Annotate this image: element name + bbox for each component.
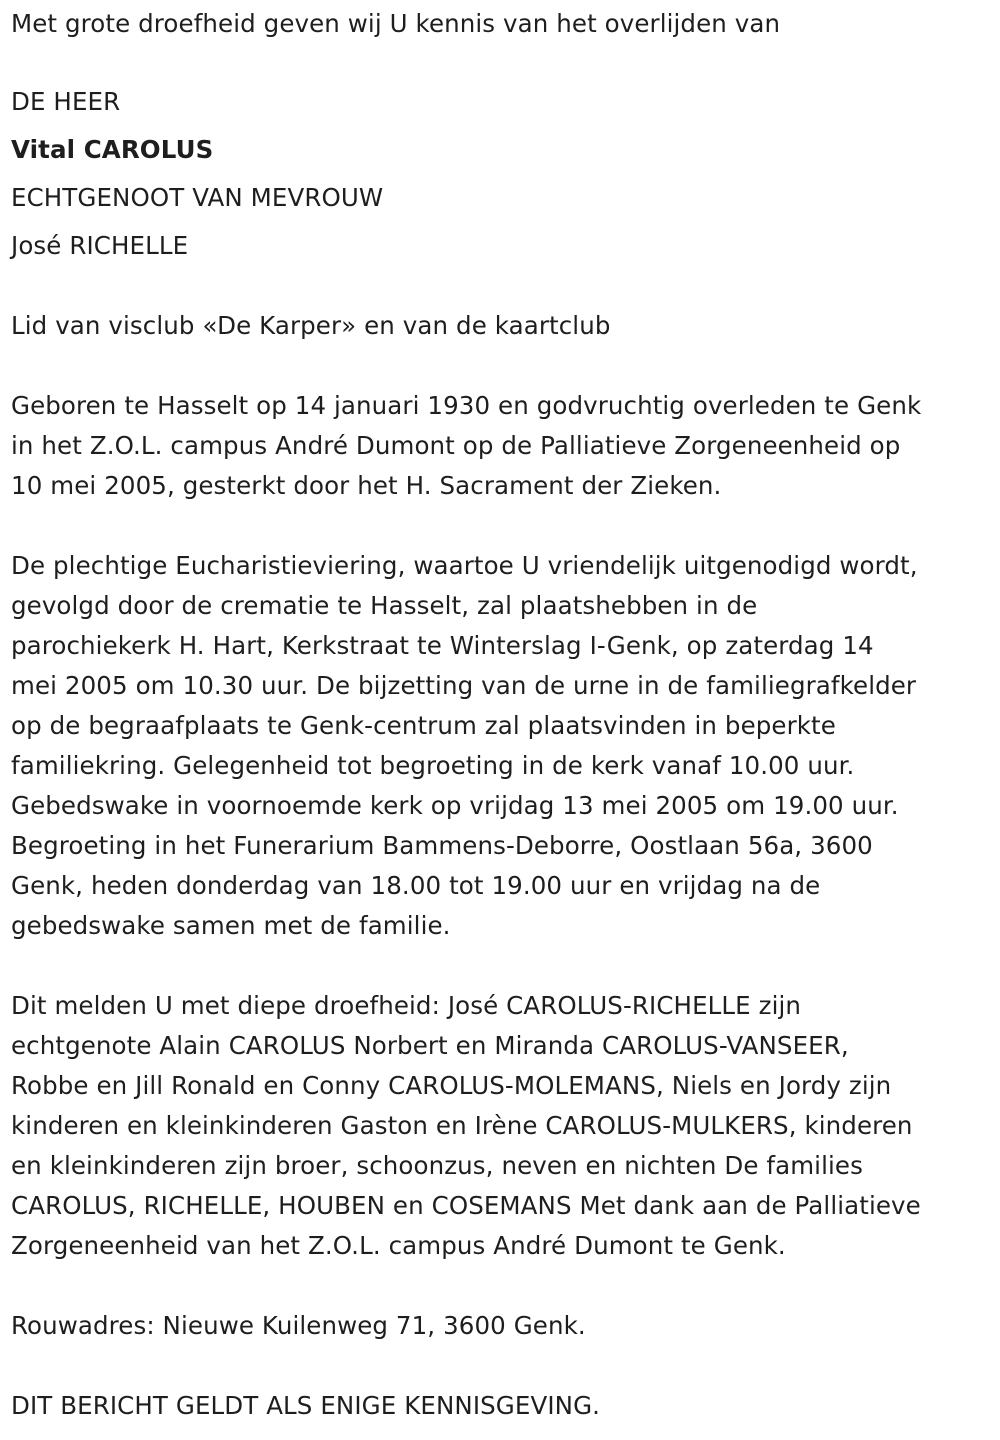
paragraph-line: parochiekerk H. Hart, Kerkstraat te Winterslag I-Genk, op zaterdag 14: [11, 631, 874, 660]
paragraph-line: Dit melden U met diepe droefheid: José CAROLUS-RICHELLE zijn: [11, 991, 802, 1020]
closing-statement: DIT BERICHT GELDT ALS ENIGE KENNISGEVING.: [11, 1391, 601, 1420]
paragraph-line: De plechtige Eucharistieviering, waartoe U vriendelijk uitgenodigd wordt,: [11, 551, 918, 580]
paragraph-line: Begroeting in het Funerarium Bammens-Deborre, Oostlaan 56a, 3600: [11, 831, 873, 860]
paragraph-line: familiekring. Gelegenheid tot begroeting in de kerk vanaf 10.00 uur.: [11, 751, 855, 780]
paragraph-line: CAROLUS, RICHELLE, HOUBEN en COSEMANS Met dank aan de Palliatieve: [11, 1191, 921, 1220]
ceremony-paragraph: [11, 546, 993, 946]
paragraph-line: in het Z.O.L. campus André Dumont op de Palliatieve Zorgeneenheid op: [11, 431, 901, 460]
paragraph-line: mei 2005 om 10.30 uur. De bijzetting van de urne in de familiegrafkelder: [11, 671, 917, 700]
deceased-name: Vital CAROLUS: [11, 135, 214, 164]
paragraph-line: en kleinkinderen zijn broer, schoonzus, neven en nichten De families: [11, 1151, 863, 1180]
intro-text: Met grote droefheid geven wij U kennis van het overlijden van: [11, 9, 781, 38]
paragraph-line: Gebedswake in voornoemde kerk op vrijdag 13 mei 2005 om 19.00 uur.: [11, 791, 899, 820]
paragraph-line: 10 mei 2005, gesterkt door het H. Sacrament der Zieken.: [11, 471, 722, 500]
paragraph-line: gevolgd door de crematie te Hasselt, zal plaatshebben in de: [11, 591, 758, 620]
paragraph-line: Zorgeneenheid van het Z.O.L. campus André Dumont te Genk.: [11, 1231, 786, 1260]
spouse-name: José RICHELLE: [11, 231, 189, 260]
spouse-label: ECHTGENOOT VAN MEVROUW: [11, 183, 384, 212]
paragraph-line: Genk, heden donderdag van 18.00 tot 19.00 uur en vrijdag na de: [11, 871, 821, 900]
title-prefix: DE HEER: [11, 87, 121, 116]
paragraph-line: kinderen en kleinkinderen Gaston en Irène CAROLUS-MULKERS, kinderen: [11, 1111, 913, 1140]
mourning-address: Rouwadres: Nieuwe Kuilenweg 71, 3600 Genk.: [11, 1311, 586, 1340]
family-paragraph: [11, 986, 993, 1266]
paragraph-line: gebedswake samen met de familie.: [11, 911, 451, 940]
deceased-header: [11, 78, 993, 270]
paragraph-line: Robbe en Jill Ronald en Conny CAROLUS-MOLEMANS, Niels en Jordy zijn: [11, 1071, 892, 1100]
paragraph-line: Geboren te Hasselt op 14 januari 1930 en godvruchtig overleden te Genk: [11, 391, 922, 420]
paragraph-line: op de begraafplaats te Genk-centrum zal plaatsvinden in beperkte: [11, 711, 836, 740]
death-notice: [11, 4, 993, 1426]
paragraph-line: echtgenote Alain CAROLUS Norbert en Miranda CAROLUS-VANSEER,: [11, 1031, 849, 1060]
membership-text: Lid van visclub «De Karper» en van de kaartclub: [11, 311, 611, 340]
birth-death-paragraph: [11, 386, 993, 506]
